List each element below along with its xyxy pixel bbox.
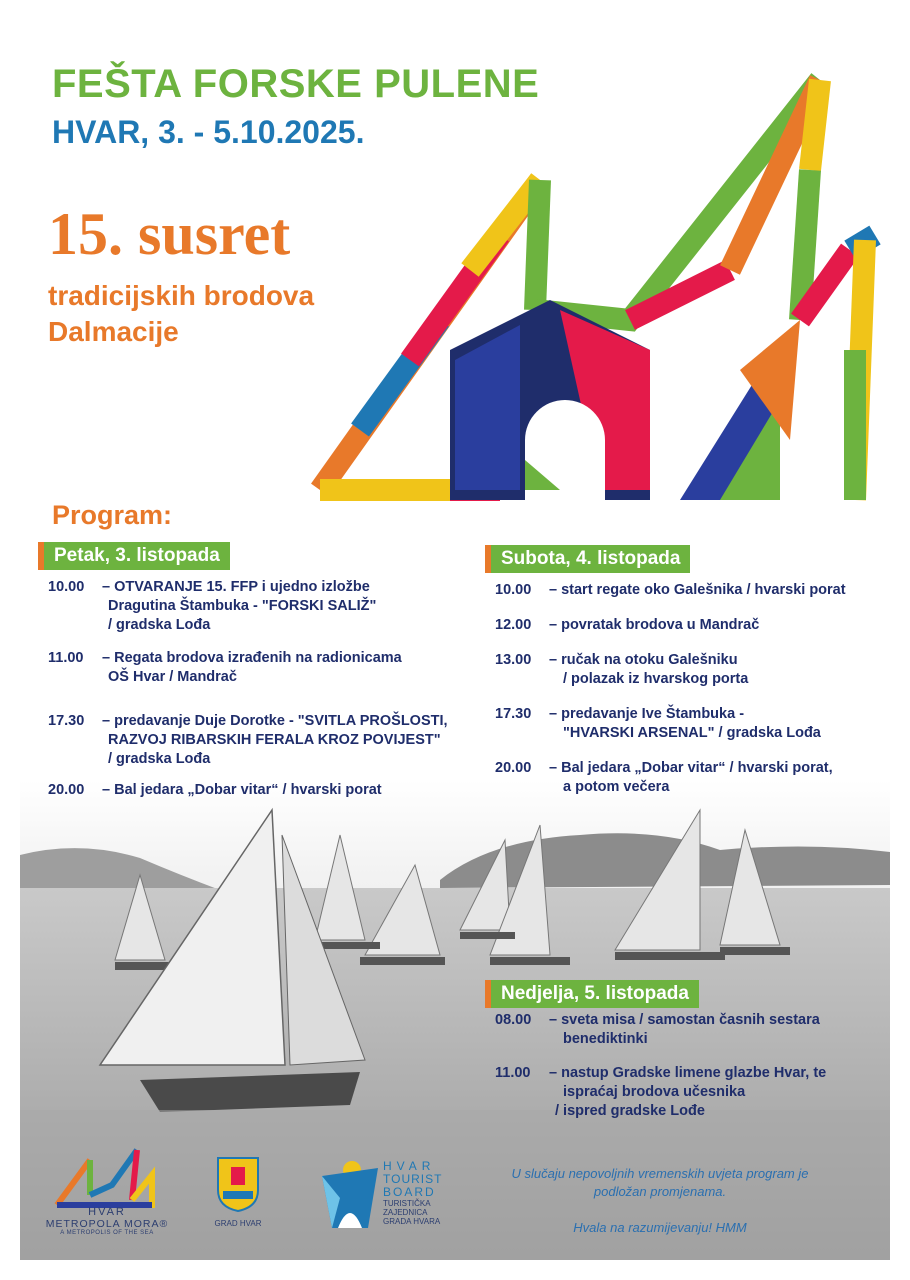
event-item [495, 1064, 895, 1119]
event-time: 20.00 [495, 760, 532, 776]
event-line: Dragutina Štambuka - "FORSKI SALIŽ" [108, 598, 377, 614]
hvar-tourist-board-logo-icon [320, 1158, 382, 1232]
event-line: – predavanje Duje Dorotke - "SVITLA PROŠLOSTI, [102, 713, 448, 729]
metropola-mora-logo-text [32, 1206, 182, 1236]
event-line: – start regate oko Galešnika / hvarski porat [549, 582, 846, 598]
event-item [48, 649, 468, 685]
event-line: RAZVOJ RIBARSKIH FERALA KROZ POVIJEST" [108, 732, 441, 748]
event-line: – Regata brodova izrađenih na radionicama [102, 650, 402, 666]
event-line: benediktinki [563, 1031, 648, 1047]
event-item [48, 712, 468, 767]
event-item [48, 781, 468, 800]
tourist-board-logo-text [383, 1160, 463, 1226]
note-line: U slučaju nepovoljnih vremenskih uvjeta program je [511, 1166, 809, 1181]
note-line: podložan promjenama. [593, 1184, 727, 1199]
event-line: – OTVARANJE 15. FFP i ujedno izložbe [102, 579, 370, 595]
day-header-saturday: Subota, 4. listopada [485, 545, 690, 573]
grad-hvar-coat-of-arms-icon [215, 1155, 261, 1213]
sails-logo-graphic [300, 20, 900, 510]
weather-note [495, 1165, 825, 1237]
event-time: 20.00 [48, 782, 85, 798]
event-item [495, 759, 895, 795]
event-time: 10.00 [48, 579, 85, 595]
event-time: 12.00 [495, 617, 532, 633]
festival-title: FEŠTA FORSKE PULENE [52, 62, 540, 106]
event-time: 17.30 [48, 713, 85, 729]
event-time: 11.00 [48, 650, 84, 666]
event-line: ispraćaj brodova učesnika [563, 1084, 746, 1100]
logo-line: TOURIST [383, 1172, 443, 1186]
event-line: – Bal jedara „Dobar vitar“ / hvarski porat [102, 782, 382, 798]
logo-line: HVAR [383, 1159, 436, 1173]
event-time: 17.30 [495, 706, 532, 722]
event-line: OŠ Hvar / Mandrač [108, 669, 237, 685]
event-line: – povratak brodova u Mandrač [549, 617, 760, 633]
day-header-sunday: Nedjelja, 5. listopada [485, 980, 699, 1008]
edition-title: 15. susret [48, 201, 291, 267]
subtitle-line: tradicijskih brodova [48, 280, 315, 311]
event-line: – sveta misa / samostan časnih sestara [549, 1012, 820, 1028]
event-item [495, 616, 895, 635]
grad-hvar-label: GRAD HVAR [214, 1219, 262, 1228]
event-time: 13.00 [495, 652, 532, 668]
edition-subtitle [48, 278, 314, 350]
event-line: – predavanje Ive Štambuka - [549, 706, 745, 722]
logo-line: GRADA HVARA [383, 1217, 441, 1226]
event-line: – nastup Gradske limene glazbe Hvar, te [549, 1065, 827, 1081]
event-time: 10.00 [495, 582, 532, 598]
event-line: / polazak iz hvarskog porta [563, 671, 749, 687]
logo-line: TURISTIČKA [383, 1199, 431, 1208]
event-time: 08.00 [495, 1012, 532, 1028]
event-line: / gradska Lođa [108, 751, 211, 767]
event-time: 11.00 [495, 1065, 531, 1081]
day-header-friday: Petak, 3. listopada [38, 542, 230, 570]
logo-line: BOARD [383, 1185, 436, 1199]
metropola-mora-logo-icon [52, 1140, 162, 1210]
event-item [495, 651, 895, 687]
logo-line: METROPOLA MORA® [45, 1218, 169, 1230]
note-line: Hvala na razumijevanju! HMM [573, 1220, 747, 1235]
event-line: a potom večera [563, 779, 670, 795]
event-line: / ispred gradske Lođe [555, 1103, 705, 1119]
logo-line: HVAR [88, 1206, 126, 1218]
logo-line: A METROPOLIS OF THE SEA [60, 1230, 154, 1236]
event-line: "HVARSKI ARSENAL" / gradska Lođa [563, 725, 821, 741]
event-line: – ručak na otoku Galešniku [549, 652, 738, 668]
program-label: Program: [52, 500, 173, 530]
event-item [495, 705, 895, 741]
event-item [495, 1011, 895, 1047]
logo-line: ZAJEDNICA [383, 1208, 428, 1217]
event-line: / gradska Lođa [108, 617, 211, 633]
event-item [48, 578, 468, 633]
subtitle-line: Dalmacije [48, 316, 179, 347]
place-date: HVAR, 3. - 5.10.2025. [52, 114, 365, 150]
event-item [495, 581, 895, 600]
event-line: – Bal jedara „Dobar vitar“ / hvarski porat, [549, 760, 833, 776]
